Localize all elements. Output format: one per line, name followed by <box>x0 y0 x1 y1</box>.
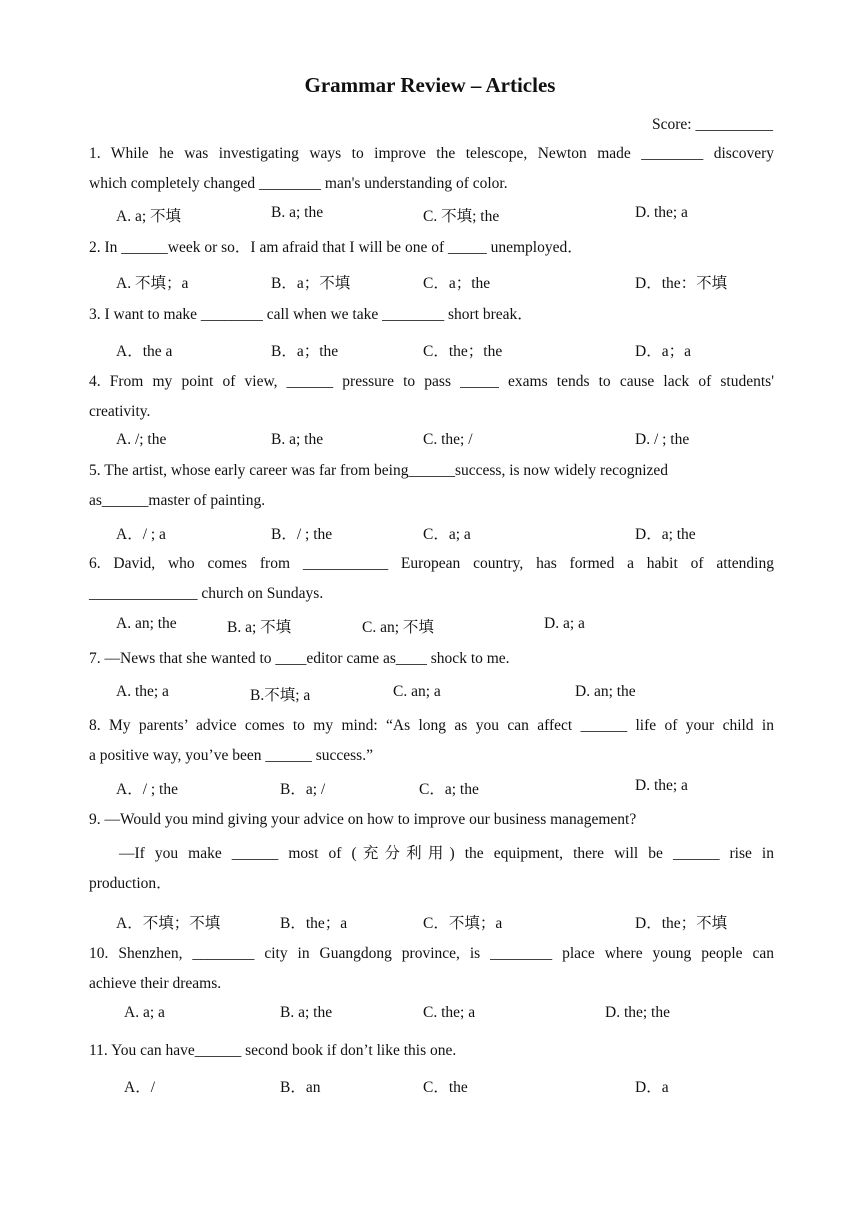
question-9 <box>89 805 774 899</box>
option-b: B．/ ; the <box>271 526 333 543</box>
question-text: 11. You can have______ second book if don’t like this one. <box>89 1042 457 1059</box>
option-a: A．/ ; the <box>116 781 178 798</box>
option-d: D．the；不填 <box>635 915 728 932</box>
option-c: C. an; a <box>393 683 441 700</box>
options-11 <box>124 1075 824 1101</box>
option-b: B．an <box>280 1079 321 1096</box>
question-text: 3. I want to make ________ call when we take ________ short break． <box>89 306 533 323</box>
options-4 <box>116 431 816 457</box>
option-b: B. a; the <box>271 204 324 221</box>
question-text: 10. Shenzhen, ________ city in Guangdong province, is ________ place where young people can <box>89 945 774 962</box>
option-b: B．a；不填 <box>271 275 351 292</box>
option-b: B．a; / <box>280 781 326 798</box>
question-text: production． <box>89 875 172 892</box>
question-text: 2. In ______week or so．I am afraid that I will be one of _____ unemployed． <box>89 239 583 256</box>
option-b: B．the；a <box>280 915 348 932</box>
option-a: A. /; the <box>116 431 167 448</box>
option-b: B.不填; a <box>250 687 311 704</box>
question-text: 4. From my point of view, ______ pressure to pass _____ exams tends to cause lack of students' <box>89 373 774 390</box>
option-c: C．the；the <box>423 343 503 360</box>
option-d: D. the; a <box>635 204 688 221</box>
option-a: A．/ <box>124 1079 156 1096</box>
option-a: A. a; a <box>124 1004 165 1021</box>
options-5 <box>116 522 816 548</box>
option-c: C．不填；a <box>423 915 503 932</box>
options-7 <box>116 683 816 709</box>
question-5 <box>89 456 774 516</box>
option-a: A．the a <box>116 343 173 360</box>
question-text: —If you make ______ most of (充分利用) the equipment, there will be ______ rise in <box>119 845 774 862</box>
question-7 <box>89 644 774 674</box>
option-a: A. the; a <box>116 683 169 700</box>
question-11 <box>89 1036 774 1066</box>
option-d: D. a; a <box>544 615 585 632</box>
option-d: D．a；a <box>635 343 691 360</box>
option-c: C．a；the <box>423 275 491 292</box>
option-d: D．the：不填 <box>635 275 728 292</box>
options-3 <box>116 339 816 365</box>
options-9 <box>116 911 816 937</box>
question-text: a positive way, you’ve been ______ success.” <box>89 747 373 764</box>
option-a: A. 不填；a <box>116 275 189 292</box>
question-text: 5. The artist, whose early career was far from being______success, is now widely recognized <box>89 462 669 479</box>
options-1 <box>116 204 816 230</box>
option-c: C. 不填; the <box>423 208 500 225</box>
score-field: Score: __________ <box>652 116 773 133</box>
option-a: A．/ ; a <box>116 526 166 543</box>
question-text: 8. My parents’ advice comes to my mind: “As long as you can affect ______ life of your child in <box>89 717 774 734</box>
question-4 <box>89 367 774 427</box>
options-8 <box>116 777 816 803</box>
option-c: C. the; a <box>423 1004 476 1021</box>
question-3 <box>89 300 774 330</box>
question-text: which completely changed ________ man's understanding of color. <box>89 175 508 192</box>
option-c: C．a; the <box>419 781 479 798</box>
option-d: D. the; the <box>605 1004 670 1021</box>
options-6 <box>116 615 816 641</box>
option-b: B. a; 不填 <box>227 619 292 636</box>
question-text: 9. —Would you mind giving your advice on how to improve our business management? <box>89 811 637 828</box>
option-b: B. a; the <box>280 1004 333 1021</box>
option-d: D. / ; the <box>635 431 690 448</box>
option-d: D．a; the <box>635 526 696 543</box>
page-title: Grammar Review – Articles <box>304 73 556 97</box>
question-1 <box>89 139 774 199</box>
option-d: D. the; a <box>635 777 688 794</box>
options-10 <box>124 1004 824 1030</box>
option-d: D．a <box>635 1079 669 1096</box>
question-8 <box>89 711 774 771</box>
option-b: B. a; the <box>271 431 324 448</box>
options-2 <box>116 271 816 297</box>
option-c: C．a; a <box>423 526 471 543</box>
question-text: ______________ church on Sundays. <box>89 585 324 602</box>
question-text: creativity. <box>89 403 151 420</box>
question-text: achieve their dreams. <box>89 975 222 992</box>
question-text: 1. While he was investigating ways to improve the telescope, Newton made ________ discovery <box>89 145 774 162</box>
option-a: A. a; 不填 <box>116 208 182 225</box>
option-c: C. an; 不填 <box>362 619 434 636</box>
option-b: B．a；the <box>271 343 339 360</box>
option-c: C．the <box>423 1079 468 1096</box>
question-text: 7. —News that she wanted to ____editor came as____ shock to me. <box>89 650 510 667</box>
question-text: 6. David, who comes from ___________ European country, has formed a habit of attending <box>89 555 774 572</box>
option-a: A. an; the <box>116 615 177 632</box>
option-c: C. the; / <box>423 431 473 448</box>
question-text: as______master of painting. <box>89 492 266 509</box>
option-d: D. an; the <box>575 683 636 700</box>
option-a: A．不填；不填 <box>116 915 221 932</box>
question-6 <box>89 549 774 609</box>
question-2 <box>89 233 774 263</box>
question-10 <box>89 939 774 999</box>
